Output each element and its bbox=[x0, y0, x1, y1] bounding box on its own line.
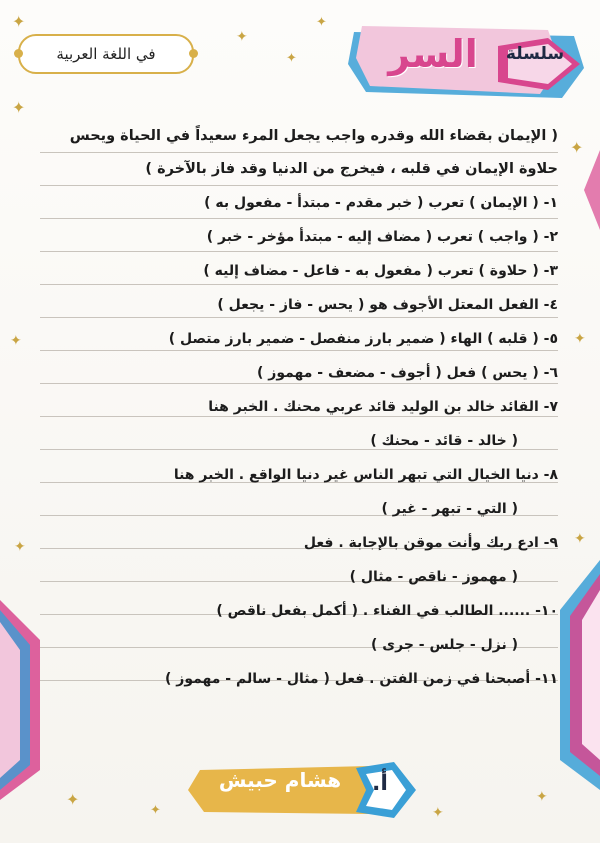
subject-label-pill bbox=[18, 34, 194, 74]
question-choices: ( نزل - جلس - جرى ) bbox=[371, 637, 518, 653]
worksheet-content bbox=[40, 120, 558, 696]
question-item: ٧- القائد خالد بن الوليد قائد عربي محنك . الخبر هنا bbox=[208, 399, 558, 415]
star-icon: ✦ bbox=[236, 29, 248, 45]
star-icon: ✦ bbox=[14, 539, 26, 555]
star-icon: ✦ bbox=[574, 331, 586, 347]
star-icon: ✦ bbox=[10, 333, 22, 349]
star-icon: ✦ bbox=[432, 805, 444, 821]
question-choices: ( التي - تبهر - غير ) bbox=[381, 501, 518, 517]
teacher-name: هشام حبيش bbox=[218, 768, 342, 792]
question-item: ٦- ( يحس ) فعل ( أجوف - مضعف - مهموز ) bbox=[257, 365, 558, 381]
questions-list bbox=[40, 186, 558, 696]
star-icon: ✦ bbox=[286, 51, 297, 66]
star-icon: ✦ bbox=[570, 138, 584, 157]
question-item: ٤- الفعل المعتل الأجوف هو ( يحس - فاز - يجعل ) bbox=[217, 297, 558, 313]
star-icon: ✦ bbox=[12, 12, 26, 31]
star-icon: ✦ bbox=[12, 98, 26, 117]
question-item: ٥- ( قلبه ) الهاء ( ضمير بارز منفصل - ضمير بارز متصل ) bbox=[168, 331, 558, 347]
series-title: السر bbox=[388, 32, 478, 76]
star-icon: ✦ bbox=[316, 15, 327, 30]
star-icon: ✦ bbox=[574, 531, 586, 547]
question-choices: ( خالد - قائد - محنك ) bbox=[370, 433, 518, 449]
series-word: سلسلة bbox=[505, 44, 565, 64]
question-item: ٢- ( واجب ) تعرب ( مضاف إليه - مبتدأ مؤخر - خبر ) bbox=[206, 229, 558, 245]
subject-label: في اللغة العربية bbox=[56, 45, 156, 63]
star-icon: ✦ bbox=[66, 790, 80, 809]
question-item: ١١- أصبحنا في زمن الفتن . فعل ( مثال - سالم - مهموز ) bbox=[165, 671, 558, 687]
passage-text: ( الإيمان بقضاء الله وقدره واجب يجعل المرء سعيداً في الحياة ويحس حلاوة الإيمان في قلبه ، فيخرج من الدنيا وقد فاز بالآخرة ) bbox=[40, 120, 558, 186]
question-item: ٨- دنيا الخيال التي تبهر الناس غير دنيا الواقع . الخبر هنا bbox=[173, 467, 558, 483]
question-choices: ( مهموز - ناقص - مثال ) bbox=[349, 569, 518, 585]
star-icon: ✦ bbox=[150, 803, 161, 818]
question-item: ١- ( الإيمان ) تعرب ( خبر مقدم - مبتدأ - مفعول به ) bbox=[204, 195, 558, 211]
question-item: ١٠- ...... الطالب في الفناء . ( أكمل بفعل ناقص ) bbox=[216, 603, 558, 619]
teacher-title-prefix: أ. bbox=[372, 771, 388, 796]
question-item: ٩- ادع ربك وأنت موقن بالإجابة . فعل bbox=[303, 535, 558, 551]
question-item: ٣- ( حلاوة ) تعرب ( مفعول به - فاعل - مضاف إليه ) bbox=[203, 263, 558, 279]
star-icon: ✦ bbox=[536, 789, 548, 805]
